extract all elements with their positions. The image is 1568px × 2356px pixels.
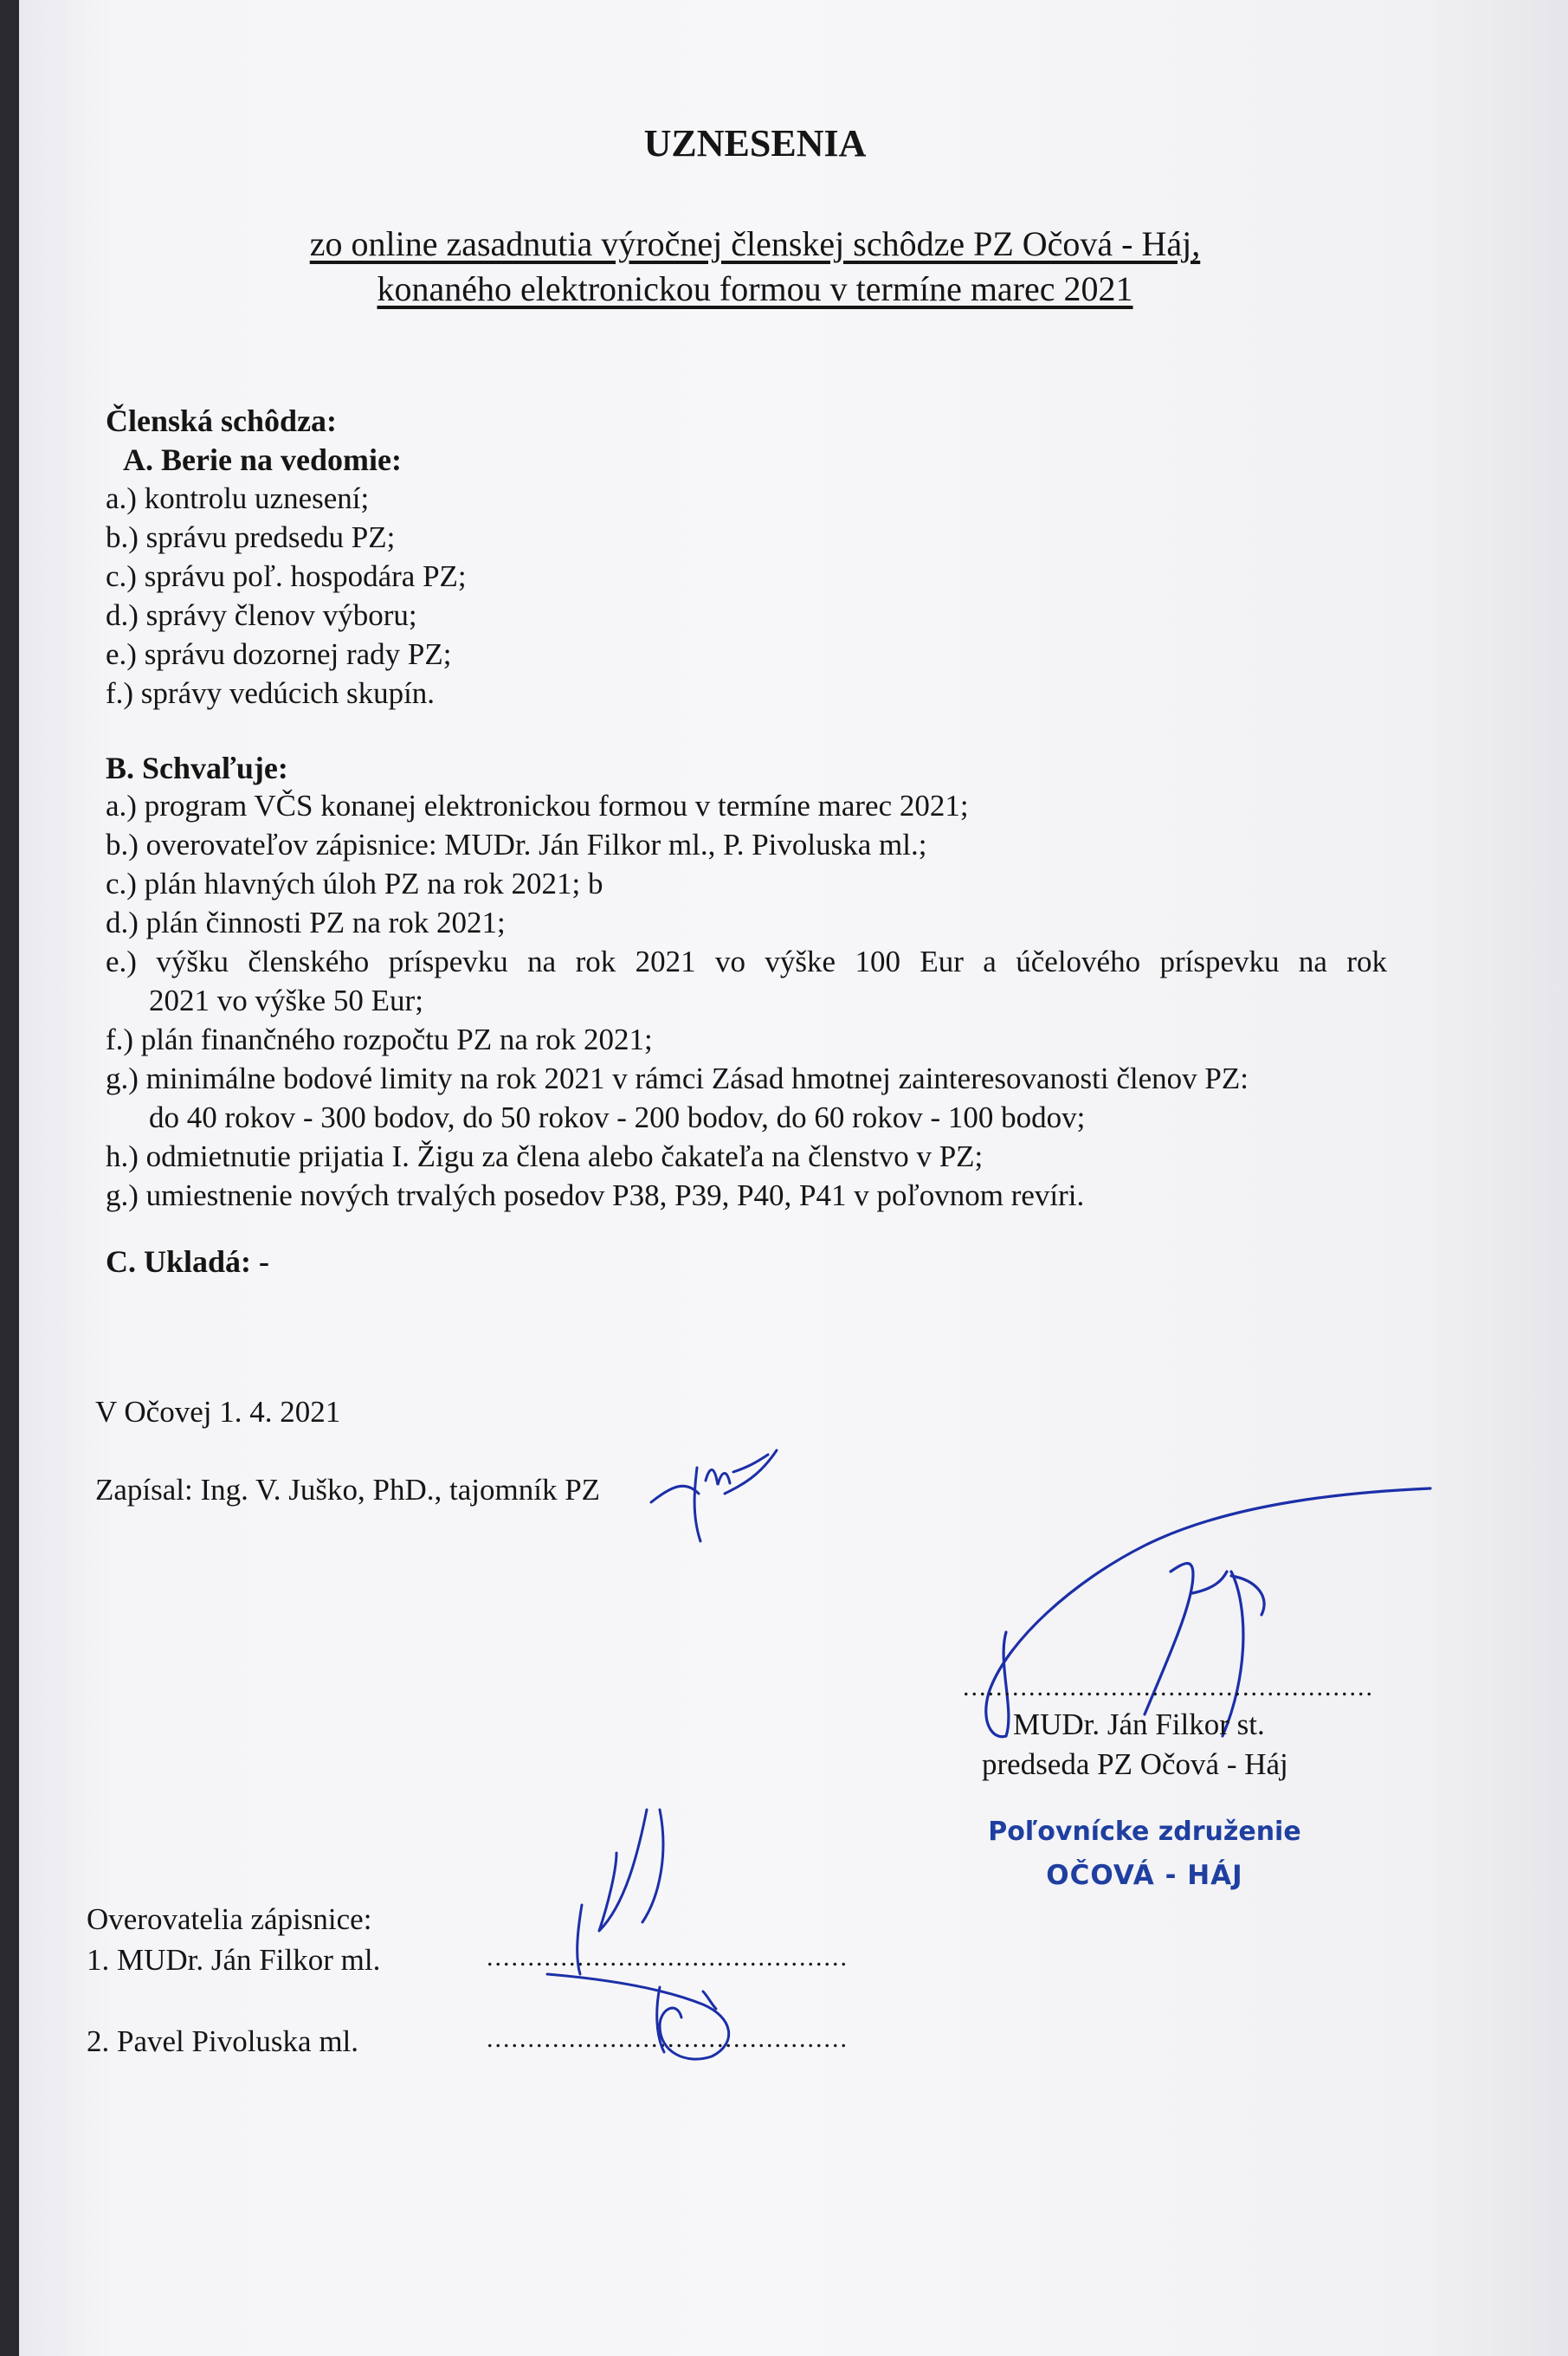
section-b-item-continuation: do 40 rokov - 300 bodov, do 50 rokov - 200 bodov, do 60 rokov - 100 bodov; — [149, 1101, 1086, 1134]
section-a-item: f.) správy vedúcich skupín. — [106, 676, 436, 710]
section-b-item: b.) overovateľov zápisnice: MUDr. Ján Filkor ml., P. Pivoluska ml.; — [106, 828, 927, 862]
verifier-1-name: 1. MUDr. Ján Filkor ml. — [87, 1943, 381, 1977]
subtitle-line-2: konaného elektronickou formou v termíne marec 2021 — [377, 269, 1133, 308]
verifier-2-signature-line: ............................................ — [487, 2024, 849, 2053]
document-title: UZNESENIA — [643, 122, 867, 165]
section-b-item: h.) odmietnutie prijatia I. Žigu za člena alebo čakateľa na členstvo v PZ; — [106, 1139, 984, 1173]
section-b-item: g.) minimálne bodové limity na rok 2021 v rámci Zásad hmotnej zainteresovanosti členov PZ: — [106, 1062, 1249, 1095]
section-b-item: e.) výšku členského príspevku na rok 2021 vo výške 100 Eur a účelového príspevku na rok — [106, 945, 1387, 978]
section-a-item: d.) správy členov výboru; — [106, 598, 417, 632]
stamp-line-1: Poľovnícke združenie — [988, 1817, 1301, 1847]
chairman-signature — [971, 1476, 1439, 1745]
section-a-item: e.) správu dozornej rady PZ; — [106, 637, 452, 671]
verifier-signature — [530, 1801, 755, 2061]
section-a-item: a.) kontrolu uznesení; — [106, 481, 370, 515]
section-a-item: b.) správu predsedu PZ; — [106, 520, 396, 554]
verifiers-heading: Overovatelia zápisnice: — [87, 1902, 372, 1936]
section-b-heading: B. Schvaľuje: — [106, 751, 288, 785]
meeting-heading: Členská schôdza: — [106, 403, 338, 438]
section-a-item: c.) správu poľ. hospodára PZ; — [106, 559, 467, 593]
chairman-role: predseda PZ Očová - Háj — [982, 1747, 1288, 1781]
section-b-item: d.) plán činnosti PZ na rok 2021; — [106, 906, 506, 939]
section-b-item: g.) umiestnenie nových trvalých posedov P38, P39, P40, P41 v poľovnom revíri. — [106, 1178, 1085, 1212]
recorded-by: Zapísal: Ing. V. Juško, PhD., tajomník PZ — [95, 1473, 601, 1507]
section-b-item-continuation: 2021 vo výške 50 Eur; — [149, 984, 423, 1017]
section-a-heading: A. Berie na vedomie: — [123, 442, 402, 477]
secretary-signature — [647, 1433, 785, 1546]
subtitle-line-1: zo online zasadnutia výročnej členskej schôdze PZ Očová - Háj, — [309, 224, 1201, 263]
verifier-2-name: 2. Pavel Pivoluska ml. — [87, 2024, 359, 2058]
place-and-date: V Očovej 1. 4. 2021 — [95, 1395, 341, 1429]
document-page — [19, 0, 1568, 2356]
section-c-heading: C. Ukladá: - — [106, 1244, 270, 1279]
section-b-item: a.) program VČS konanej elektronickou formou v termíne marec 2021; — [106, 789, 969, 823]
chairman-signature-line: .................................................. — [963, 1673, 1374, 1701]
section-b-item: f.) plán finančného rozpočtu PZ na rok 2021; — [106, 1023, 653, 1056]
chairman-name: MUDr. Ján Filkor st. — [1013, 1707, 1265, 1741]
verifier-1-signature-line: ............................................ — [487, 1943, 849, 1972]
section-b-item: c.) plán hlavných úloh PZ na rok 2021; b — [106, 867, 603, 900]
stamp-line-2: OČOVÁ - HÁJ — [1046, 1860, 1243, 1891]
